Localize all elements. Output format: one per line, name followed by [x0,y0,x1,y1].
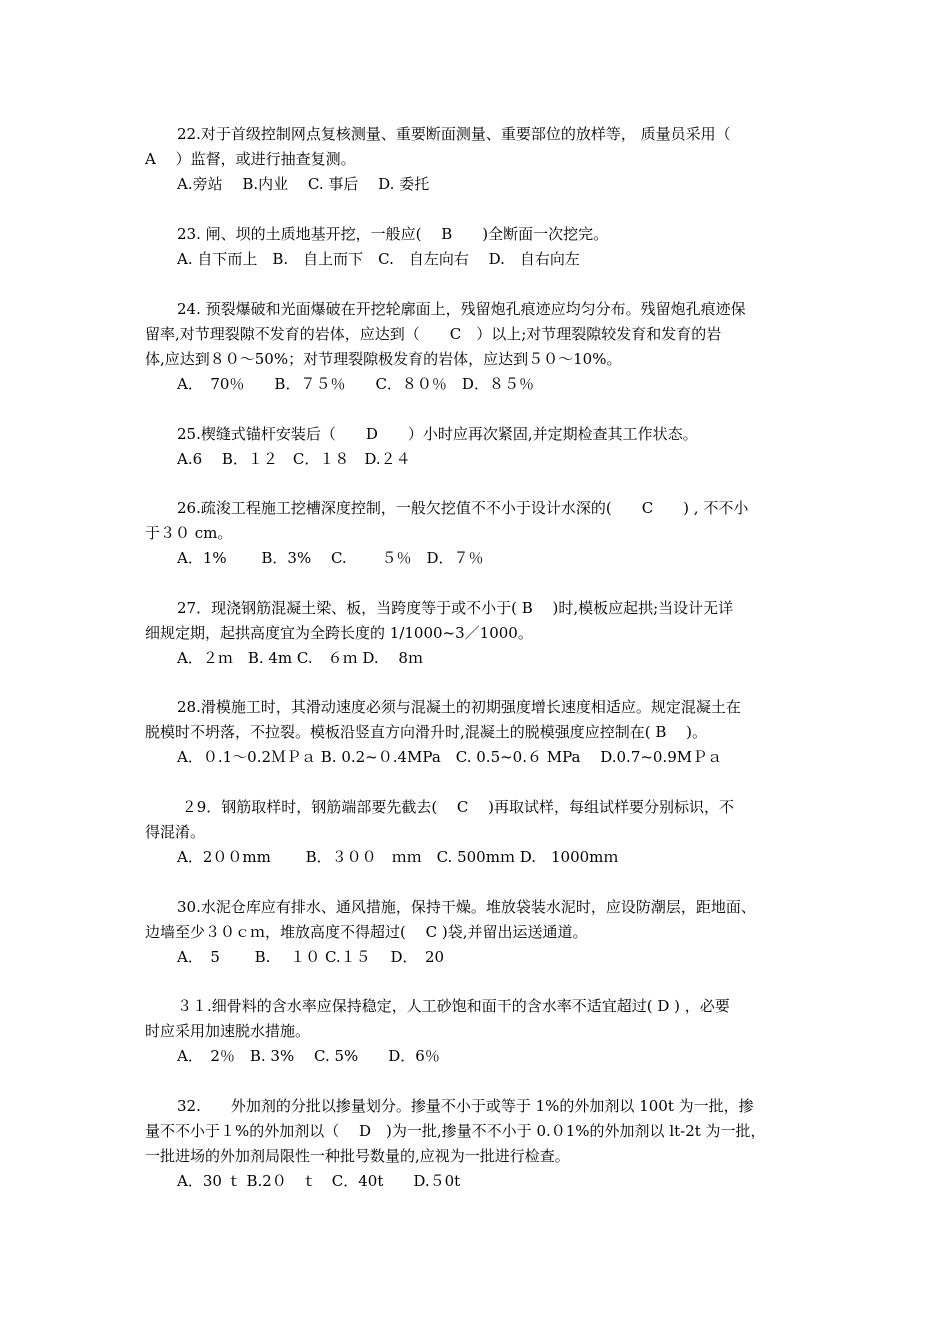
question-28-line-1: 28.滑模施工时，其滑动速度必须与混凝土的初期强度增长速度相适应。规定混凝土在 [177,698,741,716]
question-29 [145,795,815,870]
question-23 [145,222,815,272]
question-31-line-1: ３１.细骨料的含水率应保持稳定，人工砂饱和面干的含水率不适宜超过( D ) ，必要 [177,997,730,1015]
question-27-options: A．２ｍ B. 4m C. ６ｍ D. 8ｍ [177,649,423,667]
question-24 [145,297,815,397]
question-30-line-1: 30.水泥仓库应有排水、通风措施，保持干燥。堆放袋装水泥时，应设防潮层，距地面、 [177,898,756,916]
question-22-options: A.旁站 B.内业 C. 事后 D. 委托 [177,175,430,193]
question-27 [145,596,815,671]
question-26-line-2: 于３０ cm。 [145,524,233,542]
question-32-line-1: 32. 外加剂的分批以掺量划分。掺量不小于或等于 1%的外加剂以 100t 为一批，掺 [177,1097,754,1115]
question-28 [145,695,815,770]
question-27-line-1: 27．现浇钢筋混凝土梁、板，当跨度等于或不小于( B )时,模板应起拱;当设计无详 [177,599,734,617]
question-31-line-2: 时应采用加速脱水措施。 [145,1022,311,1040]
question-25-options: A.6 B．１２ C．１８ D.２４ [177,450,411,468]
question-29-line-1: ２9．钢筋取样时，钢筋端部要先截去( C )再取试样，每组试样要分别标识，不 [177,798,735,816]
question-32-line-3: 一批进场的外加剂局限性一种批号数量的,应视为一批进行检查。 [145,1147,570,1165]
question-27-line-2: 细规定期，起拱高度宜为全跨长度的 1/1000~3／1000。 [145,624,533,642]
question-29-line-2: 得混淆。 [145,823,206,841]
question-30 [145,895,815,970]
question-25-line-1: 25.楔缝式锚杆安装后（ D ）小时应再次紧固,并定期检查其工作状态。 [177,425,698,443]
question-24-line-3: 体,应达到８０～50%；对节理裂隙极发育的岩体，应达到５０～10%。 [145,350,622,368]
question-23-options: A. 自下而上 B. 自上而下 C. 自左向右 D. 自右向左 [177,250,580,268]
question-22-line-2: A ）监督，或进行抽查复测。 [145,150,356,168]
question-23-line-1: 23. 闸、坝的土质地基开挖，一般应( B )全断面一次挖完。 [177,225,609,243]
question-26-line-1: 26.疏浚工程施工挖槽深度控制，一般欠挖值不不小于设计水深的( C ) , 不不小 [177,499,749,517]
question-29-options: A．2００mm B．３００ ｍｍ C. 500mｍ D. 1000mｍ [177,848,619,866]
question-31 [145,994,815,1069]
question-22-line-1: 22.对于首级控制网点复核测量、重要断面测量、重要部位的放样等， 质量员采用（ [177,125,731,143]
question-28-line-2: 脱模时不坍落，不拉裂。模板沿竖直方向滑升时,混凝土的脱模强度应控制在( B )。 [145,723,708,741]
question-24-line-2: 留率,对节理裂隙不发育的岩体，应达到（ C ）以上;对节理裂隙较发育和发育的岩 [145,325,722,343]
question-26 [145,496,815,571]
question-32-options: A．30 ｔ B.2０ ｔ C．40t D.５0t [177,1172,461,1190]
question-22 [145,122,815,197]
question-30-options: A． 5 B. １０ C.１５ D． 20 [177,948,445,966]
question-24-line-1: 24. 预裂爆破和光面爆破在开挖轮廓面上，残留炮孔痕迹应均匀分布。残留炮孔痕迹保 [177,300,746,318]
question-32 [145,1094,815,1194]
question-26-options: A．1% B．3% C. ５％ D．７％ [177,549,484,567]
question-24-options: A． 70％ B．７５％ C．８０％ D．８５％ [177,375,534,393]
question-25 [145,422,815,472]
question-28-options: A．０.1～0.2ＭＰａ B. 0.2~０.4MPa C. 0.5~0.６ MPa D.0.7~0.9MＰａ [177,748,723,766]
question-30-line-2: 边墙至少３０ｃｍ，堆放高度不得超过( C )袋,并留出运送通道。 [145,923,588,941]
question-31-options: A． 2％ B. 3% C. 5% D．6％ [177,1047,440,1065]
question-32-line-2: 量不不小于１%的外加剂以（ D )为一批,掺量不不小于 0.０1%的外加剂以 lt-2t 为一批， [145,1122,766,1140]
